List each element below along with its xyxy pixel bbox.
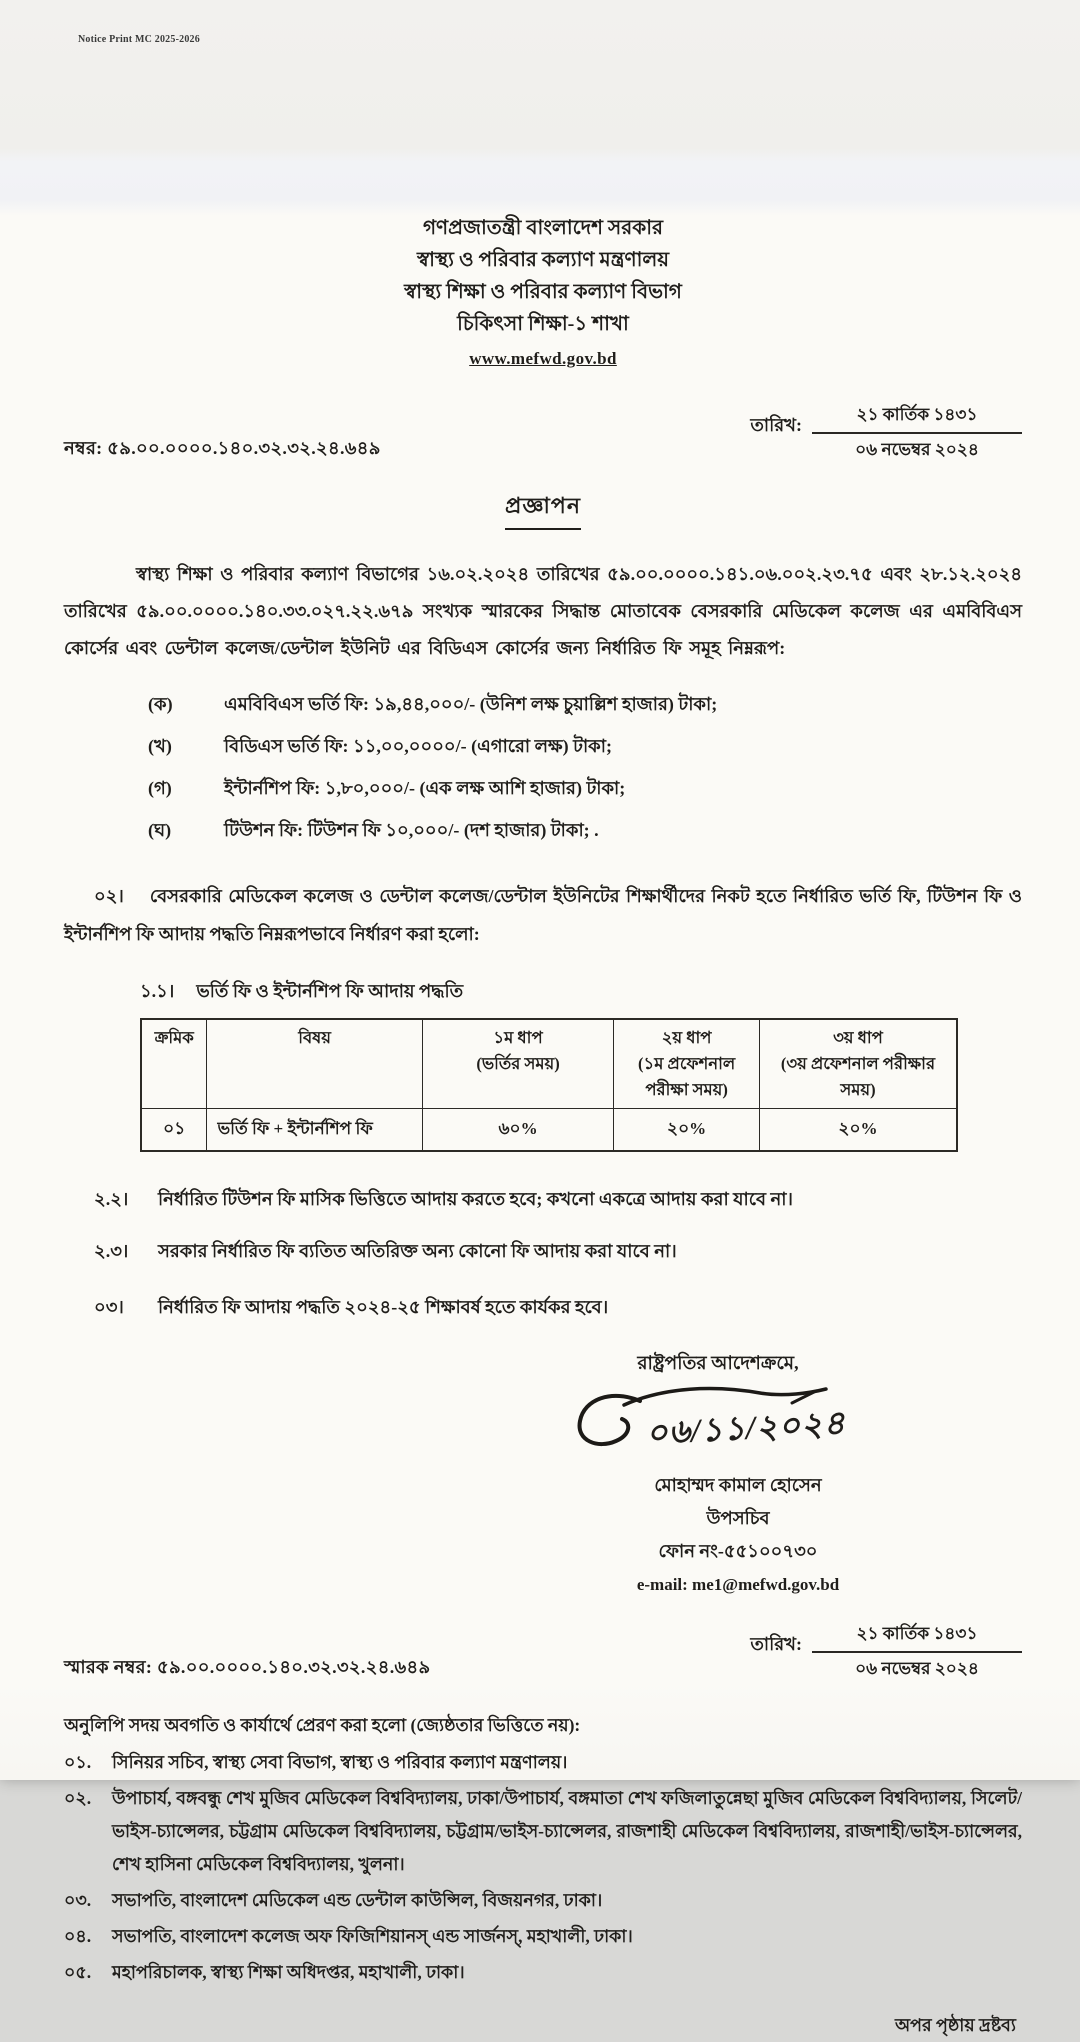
table-section-heading (140, 977, 1022, 1008)
signature-area (518, 1383, 958, 1467)
item-marker: ০১. (64, 1751, 92, 1772)
signature-block (518, 1348, 958, 1601)
fee-list (64, 683, 1022, 851)
paragraph-02 (64, 877, 1022, 953)
item-text: উপাচার্য, বঙ্গবন্ধু শেখ মুজিব মেডিকেল বিশ্ববিদ্যালয়, ঢাকা/উপাচার্য, বঙ্গমাতা শেখ ফজিলাতুন্নেছা মুজিব মেডিকেল বিশ্ববিদ্যালয়, সিলেট/ভাইস-চ্যান্সেলর, চট্টগ্রাম মেডিকেল বিশ্ববিদ্যালয়, চট্টগ্রাম/ভাইস-চ্যান্সেলর, রাজশাহী মেডিকেল বিশ্ববিদ্যালয়, রাজশাহী/ভাইস-চ্যান্সেলর, শেখ হাসিনা মেডিকেল বিশ্ববিদ্যালয়, খুলনা। (112, 1787, 1022, 1874)
signatory-phone: ফোন নং-৫৫১০০৭৩০ (658, 1540, 818, 1561)
clause-text: নির্ধারিত টিউশন ফি মাসিক ভিত্তিতে আদায় করতে হবে; কখনো একত্রে আদায় করা যাবে না। (158, 1188, 793, 1209)
date-bangla: ২১ কার্তিক ১৪৩১ (812, 402, 1022, 434)
handwritten-date: ০৬/১১/২০২৪ (645, 1405, 847, 1452)
date-gregorian: ০৬ নভেম্বর ২০২৪ (855, 440, 979, 459)
list-item (64, 1746, 1022, 1779)
date-gregorian: ০৬ নভেম্বর ২০২৪ (855, 1658, 979, 1678)
footer-memo-date (750, 1621, 1022, 1684)
column-header-subject: বিষয় (207, 1019, 422, 1109)
cell-subject: ভর্তি ফি + ইন্টার্নশিপ ফি (207, 1109, 422, 1151)
paragraph-marker: ০২। (94, 886, 124, 906)
footer-memo-number: স্মারক নম্বর: ৫৯.০০.০০০০.১৪০.৩২.৩২.২৪.৬৪৯ (64, 1656, 431, 1677)
list-item (64, 683, 1022, 725)
clause-text: সরকার নির্ধারিত ফি ব্যতিত অতিরিক্ত অন্য কোনো ফি আদায় করা যাবে না। (158, 1240, 677, 1261)
section-title: ভর্তি ফি ও ইন্টার্নশিপ ফি আদায় পদ্ধতি (196, 981, 464, 1001)
table-header-row (141, 1019, 957, 1109)
ministry-name: স্বাস্থ্য ও পরিবার কল্যাণ মন্ত্রণালয় (416, 249, 670, 271)
item-text: মহাপরিচালক, স্বাস্থ্য শিক্ষা অধিদপ্তর, মহাখালী, ঢাকা। (112, 1961, 465, 1982)
column-header-step2: ২য় ধাপ (১ম প্রফেশনাল পরীক্ষা সময়) (614, 1019, 760, 1109)
date-stack (812, 402, 1022, 465)
item-text: এমবিবিএস ভর্তি ফি: ১৯,৪৪,০০০/- (উনিশ লক্ষ চুয়াল্লিশ হাজার) টাকা; (224, 694, 718, 714)
list-item (64, 767, 1022, 809)
list-item (64, 725, 1022, 767)
by-order-text: রাষ্ট্রপতির আদেশক্রমে, (637, 1353, 799, 1374)
paragraph-text: বেসরকারি মেডিকেল কলেজ ও ডেন্টাল কলেজ/ডেন্টাল ইউনিটের শিক্ষার্থীদের নিকট হতে নির্ধারিত ভর্তি ফি, টিউশন ফি ও ইন্টার্নশিপ ফি আদায় পদ্ধতি নিম্নরূপভাবে নির্ধারণ করা হলো: (64, 886, 1022, 944)
list-item (64, 809, 1022, 851)
cell-step3-percent: ২০% (759, 1109, 957, 1151)
item-text: সভাপতি, বাংলাদেশ মেডিকেল এন্ড ডেন্টাল কাউন্সিল, বিজয়নগর, ঢাকা। (112, 1889, 603, 1910)
document-title: প্রজ্ঞাপন (505, 489, 581, 530)
division-name: স্বাস্থ্য শিক্ষা ও পরিবার কল্যাণ বিভাগ (404, 281, 682, 303)
clause-2-3 (64, 1236, 1022, 1266)
signatory-designation: উপসচিব (706, 1507, 770, 1528)
cell-step1-percent: ৬০% (422, 1109, 613, 1151)
website-url: www.mefwd.gov.bd (469, 349, 617, 368)
document-content (64, 212, 1022, 2042)
continuation-note: অপর পৃষ্ঠায় দ্রষ্টব্য (894, 2014, 1016, 2035)
list-item (64, 1920, 1022, 1953)
date-stack (812, 1621, 1022, 1684)
memo-number: নম্বর: ৫৯.০০.০০০০.১৪০.৩২.৩২.২৪.৬৪৯ (64, 438, 381, 458)
installment-table (140, 1018, 958, 1152)
clause-marker: ২.৩। (94, 1240, 129, 1261)
memo-date (750, 402, 1022, 465)
item-marker: ০৩. (64, 1889, 92, 1910)
copy-list-heading: অনুলিপি সদয় অবগতি ও কার্যার্থে প্রেরণ করা হলো (জ্যেষ্ঠতার ভিত্তিতে নয়): (64, 1714, 581, 1735)
item-text: টিউশন ফি: টিউশন ফি ১০,০০০/- (দশ হাজার) টাকা; . (224, 820, 599, 840)
list-item (64, 1884, 1022, 1917)
item-marker: ০৫. (64, 1961, 92, 1982)
table-row (141, 1109, 957, 1151)
clause-text: নির্ধারিত ফি আদায় পদ্ধতি ২০২৪-২৫ শিক্ষাবর্ষ হতে কার্যকর হবে। (158, 1296, 609, 1317)
copy-list (64, 1746, 1022, 1989)
column-header-step3: ৩য় ধাপ (৩য় প্রফেশনাল পরীক্ষার সময়) (759, 1019, 957, 1109)
date-label: তারিখ: (750, 415, 802, 435)
clause-03 (64, 1292, 1022, 1322)
opening-paragraph: স্বাস্থ্য শিক্ষা ও পরিবার কল্যাণ বিভাগের ১৬.০২.২০২৪ তারিখের ৫৯.০০.০০০০.১৪১.০৬.০০২.২৩.৭৫ এবং ২৮.১২.২০২৪ তারিখের ৫৯.০০.০০০০.১৪০.৩৩.০২৭.২২.৬৭৯ সংখ্যক স্মারকের সিদ্ধান্ত মোতাবেক বেসরকারি মেডিকেল কলেজ এর এমবিবিএস কোর্সের এবং ডেন্টাল কলেজ/ডেন্টাল ইউনিট এর বিডিএস কোর্সের জন্য নির্ধারিত ফি সমূহ নিম্নরূপ: (64, 564, 1022, 658)
item-marker: ০৪. (64, 1925, 92, 1946)
letterhead (64, 212, 1022, 376)
memo-row (64, 402, 1022, 465)
date-bangla: ২১ কার্তিক ১৪৩১ (812, 1621, 1022, 1653)
item-marker: (ঘ) (148, 820, 172, 840)
clause-list (64, 1184, 1022, 1322)
section-marker: ১.১। (140, 981, 175, 1001)
clause-2-2 (64, 1184, 1022, 1214)
cell-step2-percent: ২০% (614, 1109, 760, 1151)
item-marker: (গ) (148, 778, 172, 798)
column-header-serial: ক্রমিক (141, 1019, 207, 1109)
item-text: ইন্টার্নশিপ ফি: ১,৮০,০০০/- (এক লক্ষ আশি হাজার) টাকা; (224, 778, 626, 798)
item-text: সিনিয়র সচিব, স্বাস্থ্য সেবা বিভাগ, স্বাস্থ্য ও পরিবার কল্যাণ মন্ত্রণালয়। (112, 1751, 568, 1772)
date-label: তারিখ: (750, 1633, 802, 1654)
signatory-name: মোহাম্মদ কামাল হোসেন (654, 1474, 822, 1495)
item-marker: ০২. (64, 1787, 92, 1808)
item-marker: (খ) (148, 736, 172, 756)
government-name: গণপ্রজাতন্ত্রী বাংলাদেশ সরকার (422, 217, 664, 239)
clause-marker: ০৩। (94, 1296, 124, 1317)
item-text: সভাপতি, বাংলাদেশ কলেজ অফ ফিজিশিয়ানস্ এন্ড সার্জনস্, মহাখালী, ঢাকা। (112, 1925, 633, 1946)
print-label: Notice Print MC 2025-2026 (78, 34, 200, 45)
list-item (64, 1782, 1022, 1881)
item-marker: (ক) (148, 694, 173, 714)
cell-serial: ০১ (141, 1109, 207, 1151)
clause-marker: ২.২। (94, 1188, 129, 1209)
branch-name: চিকিৎসা শিক্ষা-১ শাখা (457, 313, 629, 335)
list-item (64, 1956, 1022, 1989)
item-text: বিডিএস ভর্তি ফি: ১১,০০,০০০০/- (এগারো লক্ষ) টাকা; (224, 736, 612, 756)
signatory-email: e-mail: me1@mefwd.gov.bd (636, 1574, 840, 1594)
footer-memo-row (64, 1621, 1022, 1684)
column-header-step1: ১ম ধাপ (ভর্তির সময়) (422, 1019, 613, 1109)
